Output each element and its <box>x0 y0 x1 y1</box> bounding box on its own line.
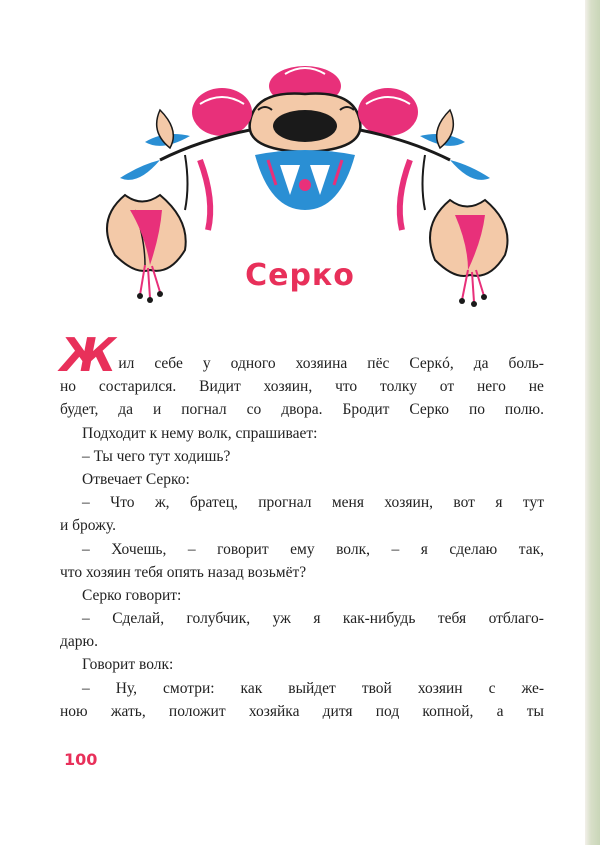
text-line: – Ну, смотри: как выйдет твой хозяин с же- <box>82 679 544 697</box>
text-line: Серко говорит: <box>82 586 182 604</box>
story-text <box>60 328 544 723</box>
text-line: ною жать, положит хозяйка дитя под копной, а ты <box>60 702 544 720</box>
text-line: но состарился. Видит хозяин, что толку от него не <box>60 378 544 396</box>
drop-cap: Ж <box>60 328 117 383</box>
text-line: – Сделай, голубчик, уж я как-нибудь тебя отблаго- <box>82 610 544 628</box>
text-line: Говорит волк: <box>82 656 174 674</box>
text-line: и брожу. <box>60 517 116 535</box>
text-line: – Хочешь, – говорит ему волк, – я сделаю так, <box>82 540 544 558</box>
text-line-content: ил себе у одного хозяина пёс Серкó, да боль- <box>118 354 544 372</box>
text-line: будет, да и погнал со двора. Бродит Серко по полю. <box>60 401 544 419</box>
page-edge-strip <box>585 0 600 845</box>
story-title: Серко <box>245 258 355 293</box>
text-line: – Ты чего тут ходишь? <box>82 447 231 465</box>
text-line: что хозяин тебя опять назад возьмёт? <box>60 563 307 581</box>
text-line: – Что ж, братец, прогнал меня хозяин, вот я тут <box>82 494 544 512</box>
page-number: 100 <box>64 750 98 769</box>
text-line: Отвечает Серко: <box>82 470 190 488</box>
text-line <box>60 328 544 383</box>
text-line: Подходит к нему волк, спрашивает: <box>82 424 318 442</box>
text-line: дарю. <box>60 633 98 651</box>
